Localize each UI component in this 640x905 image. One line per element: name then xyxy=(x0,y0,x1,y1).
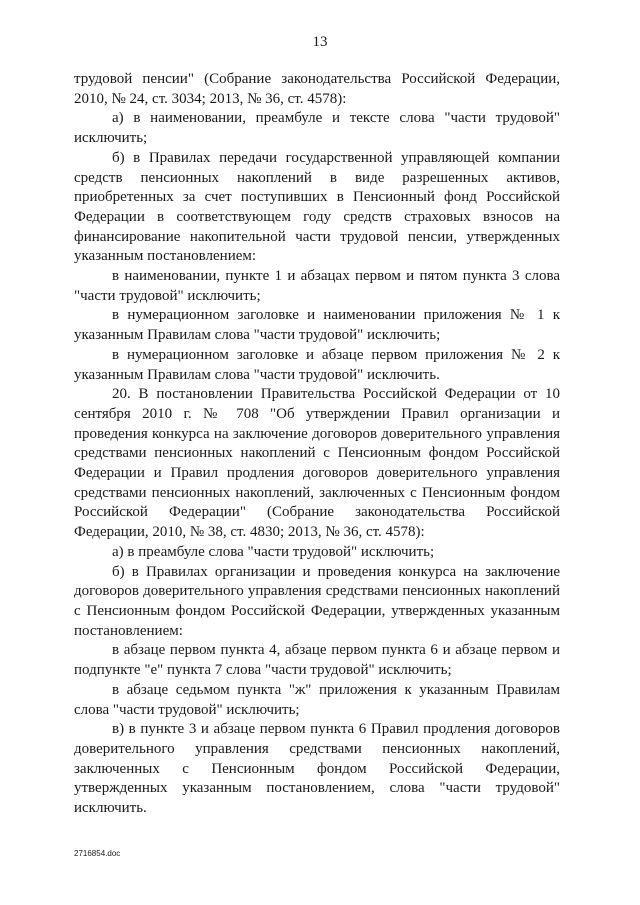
paragraph-item-20: 20. В постановлении Правительства Российской Федерации от 10 сентября 2010 г. № 708 "Об утверждении Правил организации и проведения конкурса на заключение договоров доверительного управления средствами пенсионных накоплений с Пенсионным фондом Российской Федерации и Правил продления договоров доверительного управления средствами пенсионных накоплений, заключенных с Пенсионным фондом Российской Федерации" (Собрание законодательства Российской Федерации, 2010, № 38, ст. 4830; 2013, № 36, ст. 4578): xyxy=(74,386,560,541)
paragraph-continuation: трудовой пенсии" (Собрание законодательства Российской Федерации, 2010, № 24, ст. 3034; 2013, № 36, ст. 4578): xyxy=(74,71,560,107)
page-number: 13 xyxy=(312,34,328,50)
paragraph: в наименовании, пункте 1 и абзацах первом и пятом пункта 3 слова "части трудовой" исключить; xyxy=(74,268,560,304)
paragraph: в абзаце седьмом пункта "ж" приложения к указанным Правилам слова "части трудовой" исключить; xyxy=(74,681,560,718)
paragraph: в) в пункте 3 и абзаце первом пункта 6 Правил продления договоров доверительного управления средствами пенсионных накоплений, заключенных с Пенсионным фондом Российской Федерации, утвержденных указанным постановлением, слова "части трудовой" исключить. xyxy=(74,721,560,817)
footer-filename: 2716854.doc xyxy=(74,849,121,858)
paragraph: б) в Правилах организации и проведения конкурса на заключение договоров доверительного управления средствами пенсионных накоплений с Пенсионным фондом Российской Федерации, утвержденных указанным постановлением: xyxy=(74,563,560,639)
paragraph: в нумерационном заголовке и абзаце первом приложения № 2 к указанным Правилам слова "части трудовой" исключить. xyxy=(74,346,560,383)
paragraph: а) в преамбуле слова "части трудовой" исключить; xyxy=(112,543,435,560)
paragraph: в нумерационном заголовке и наименовании приложения № 1 к указанным Правилам слова "части трудовой" исключить; xyxy=(74,307,560,344)
paragraph: в абзаце первом пункта 4, абзаце первом пункта 6 и абзаце первом и подпункте "е" пункта 7 слова "части трудовой" исключить; xyxy=(74,642,560,679)
paragraph: а) в наименовании, преамбуле и тексте слова "части трудовой" исключить; xyxy=(74,110,560,147)
paragraph: б) в Правилах передачи государственной управляющей компании средств пенсионных накоплений в виде разрешенных активов, приобретенных за счет поступивших в Пенсионный фонд Российской Федерации в соответствующем году средств страховых взносов на финансирование накопительной части трудовой пенсии, утвержденных указанным постановлением: xyxy=(74,149,560,265)
document-body xyxy=(74,70,560,819)
